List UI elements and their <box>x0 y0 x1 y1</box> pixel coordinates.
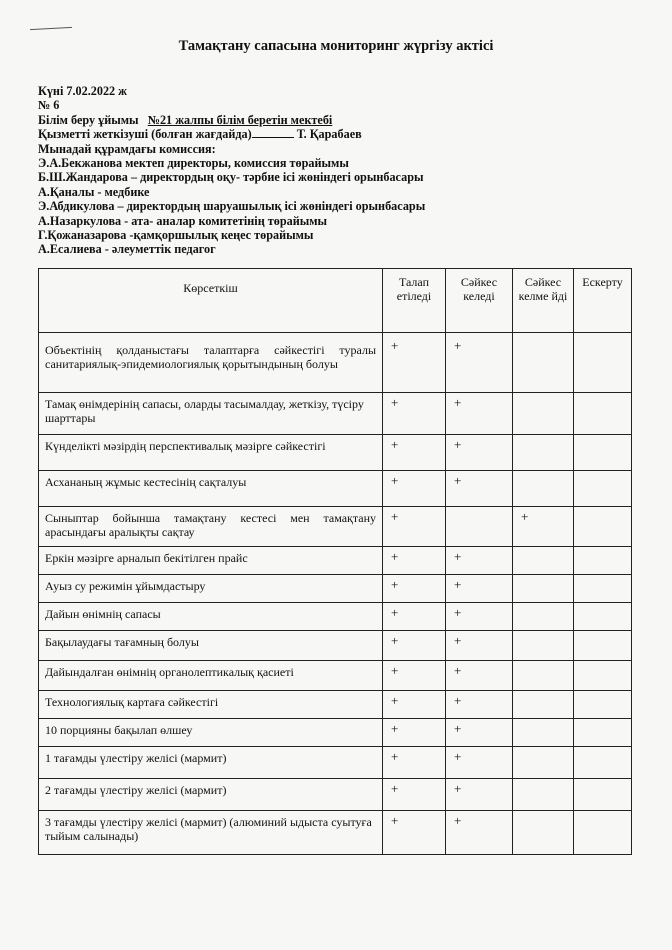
required-cell: + <box>383 747 446 779</box>
complies-cell: + <box>446 631 513 661</box>
commission-member: Э.А.Бекжанова мектеп директоры, комиссия төрайымы <box>38 156 349 171</box>
commission-member: А.Қаналы - медбике <box>38 184 150 199</box>
complies-cell: + <box>446 333 513 393</box>
not-complies-cell <box>513 471 574 507</box>
table-row <box>39 719 632 747</box>
not-complies-cell <box>513 811 574 855</box>
note-cell <box>574 603 632 631</box>
required-cell: + <box>383 811 446 855</box>
not-complies-cell <box>513 691 574 719</box>
not-complies-cell <box>513 575 574 603</box>
not-complies-cell <box>513 747 574 779</box>
note-cell <box>574 471 632 507</box>
complies-cell <box>446 507 513 547</box>
indicator-cell: Дайындалған өнімнің органолептикалық қасиеті <box>39 661 383 691</box>
complies-cell: + <box>446 811 513 855</box>
table-row <box>39 393 632 435</box>
date-line: Күні 7.02.2022 ж <box>38 84 128 98</box>
complies-cell: + <box>446 691 513 719</box>
required-cell: + <box>383 471 446 507</box>
supplier-value: Т. Қарабаев <box>296 127 362 142</box>
not-complies-cell <box>513 631 574 661</box>
required-cell: + <box>383 719 446 747</box>
header-not-complies: Сәйкес келме йді <box>513 269 574 333</box>
table-row <box>39 435 632 471</box>
note-cell <box>574 435 632 471</box>
table-row <box>39 811 632 855</box>
table-row <box>39 661 632 691</box>
header-required: Талап етіледі <box>383 269 446 333</box>
number-line: № 6 <box>38 98 60 113</box>
indicator-cell: Бақылаудағы тағамның болуы <box>39 631 383 661</box>
required-cell: + <box>383 691 446 719</box>
header-complies: Сәйкес келеді <box>446 269 513 333</box>
indicator-cell: 3 тағамды үлестіру желісі (мармит) (алюминий ыдыста суытуға тыйым салынады) <box>39 811 383 855</box>
not-complies-cell <box>513 547 574 575</box>
complies-cell: + <box>446 435 513 471</box>
not-complies-cell: + <box>513 507 574 547</box>
corner-mark <box>30 27 72 30</box>
complies-cell: + <box>446 547 513 575</box>
header-note: Ескерту <box>574 269 632 333</box>
supplier-line <box>38 127 638 141</box>
table-row <box>39 547 632 575</box>
table-row <box>39 691 632 719</box>
organization-line <box>38 113 638 127</box>
complies-cell: + <box>446 779 513 811</box>
indicator-cell: 2 тағамды үлестіру желісі (мармит) <box>39 779 383 811</box>
indicator-cell: Асхананың жұмыс кестесінің сақталуы <box>39 471 383 507</box>
indicator-cell: Объектінің қолданыстағы талаптарға сәйкестігі туралы санитариялық-эпидемиологиялық қорытындының болуы <box>39 333 383 393</box>
commission-member: Б.Ш.Жандарова – директордың оқу- тәрбие ісі жөніндегі орынбасары <box>38 170 424 185</box>
required-cell: + <box>383 661 446 691</box>
commission-label: Мынадай құрамдағы комиссия: <box>38 141 216 156</box>
note-cell <box>574 691 632 719</box>
required-cell: + <box>383 603 446 631</box>
not-complies-cell <box>513 779 574 811</box>
required-cell: + <box>383 631 446 661</box>
note-cell <box>574 719 632 747</box>
not-complies-cell <box>513 661 574 691</box>
organization-label: Білім беру ұйымы <box>38 112 139 127</box>
complies-cell: + <box>446 719 513 747</box>
not-complies-cell <box>513 393 574 435</box>
indicator-cell: Ауыз су режимін ұйымдастыру <box>39 575 383 603</box>
supplier-label: Қызметті жеткізуші (болған жағдайда) <box>38 127 252 142</box>
note-cell <box>574 747 632 779</box>
indicator-cell: 1 тағамды үлестіру желісі (мармит) <box>39 747 383 779</box>
table-row <box>39 779 632 811</box>
indicator-cell: Тамақ өнімдерінің сапасы, оларды тасымалдау, жеткізу, түсіру шарттары <box>39 393 383 435</box>
required-cell: + <box>383 575 446 603</box>
indicator-cell: Күнделікті мәзірдің перспективалық мәзірге сәйкестігі <box>39 435 383 471</box>
not-complies-cell <box>513 603 574 631</box>
not-complies-cell <box>513 719 574 747</box>
table-header-row <box>39 269 632 333</box>
document-title: Тамақтану сапасына мониторинг жүргізу актісі <box>178 38 494 54</box>
complies-cell: + <box>446 603 513 631</box>
note-cell <box>574 547 632 575</box>
complies-cell: + <box>446 575 513 603</box>
table-row <box>39 747 632 779</box>
note-cell <box>574 575 632 603</box>
complies-cell: + <box>446 661 513 691</box>
header-indicator: Көрсеткіш <box>39 269 383 333</box>
table-row <box>39 603 632 631</box>
table-row <box>39 507 632 547</box>
required-cell: + <box>383 435 446 471</box>
commission-member: Г.Қожаназарова -қамқоршылық кеңес төрайымы <box>38 228 314 243</box>
table-row <box>39 631 632 661</box>
required-cell: + <box>383 393 446 435</box>
note-cell <box>574 811 632 855</box>
table-row <box>39 575 632 603</box>
note-cell <box>574 631 632 661</box>
complies-cell: + <box>446 747 513 779</box>
note-cell <box>574 333 632 393</box>
commission-member: Э.Абдикулова – директордың шаруашылық ісі жөніндегі орынбасары <box>38 199 426 214</box>
note-cell <box>574 661 632 691</box>
required-cell: + <box>383 547 446 575</box>
organization-value: №21 жалпы білім беретін мектебі <box>147 112 333 127</box>
commission-member: А.Есалиева - әлеуметтік педагог <box>38 242 216 257</box>
indicator-cell: Еркін мәзірге арналып бекітілген прайс <box>39 547 383 575</box>
indicator-cell: Дайын өнімнің сапасы <box>39 603 383 631</box>
note-cell <box>574 393 632 435</box>
commission-member: А.Назаркулова - ата- аналар комитетінің төрайымы <box>38 213 328 228</box>
indicator-cell: 10 порцияны бақылап өлшеу <box>39 719 383 747</box>
note-cell <box>574 779 632 811</box>
not-complies-cell <box>513 435 574 471</box>
document-header <box>38 84 638 257</box>
not-complies-cell <box>513 333 574 393</box>
indicator-cell: Сыныптар бойынша тамақтану кестесі мен тамақтану арасындағы аралықты сақтау <box>39 507 383 547</box>
complies-cell: + <box>446 393 513 435</box>
indicator-cell: Технологиялық картаға сәйкестігі <box>39 691 383 719</box>
note-cell <box>574 507 632 547</box>
required-cell: + <box>383 779 446 811</box>
table-row <box>39 333 632 393</box>
required-cell: + <box>383 507 446 547</box>
table-row <box>39 471 632 507</box>
complies-cell: + <box>446 471 513 507</box>
required-cell: + <box>383 333 446 393</box>
monitoring-table <box>38 268 632 855</box>
